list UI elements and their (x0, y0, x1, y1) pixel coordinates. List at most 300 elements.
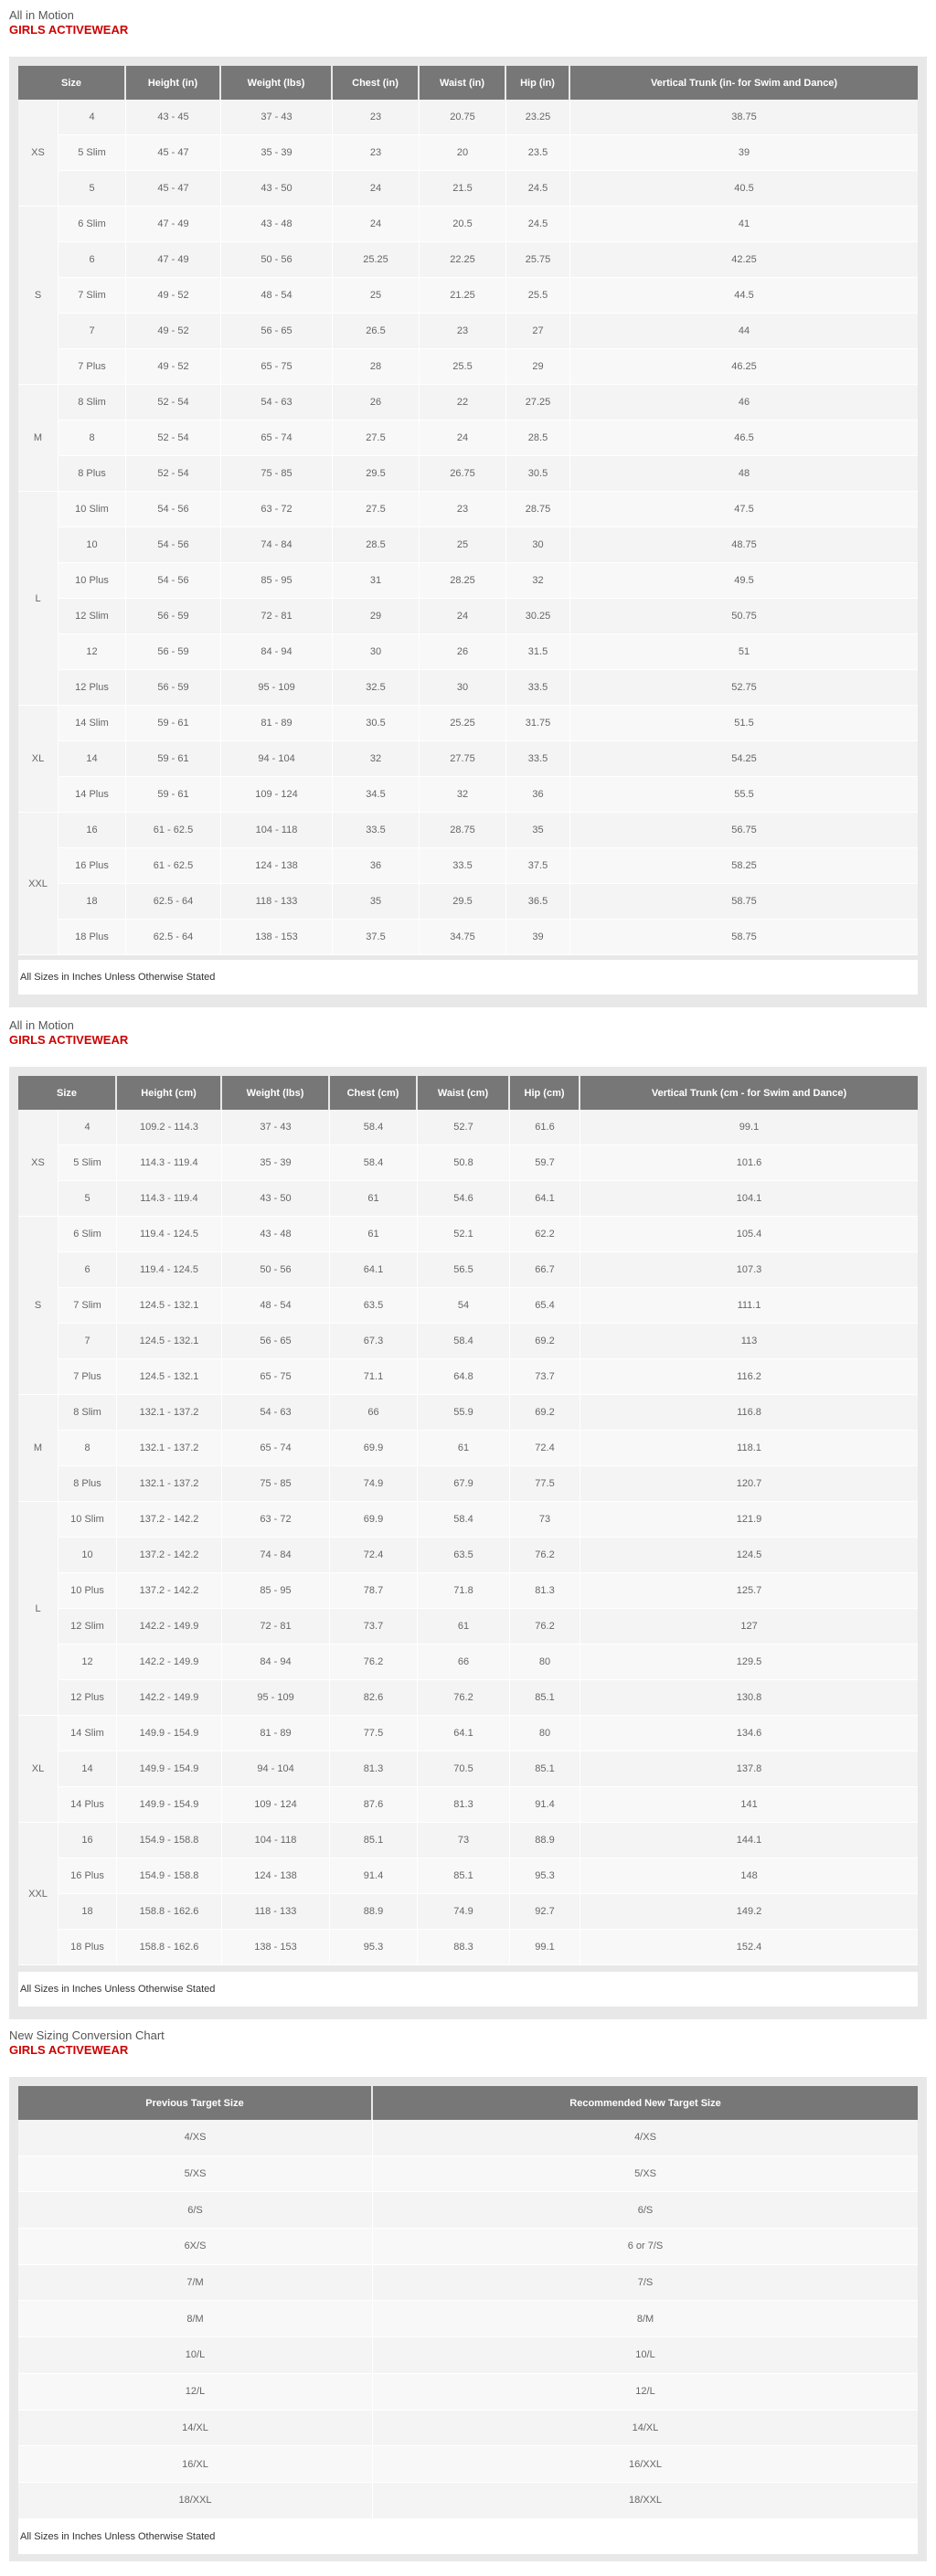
table-cell: 35 - 39 (221, 135, 333, 171)
conversion-section (0, 2020, 936, 2576)
table-cell: 154.9 - 158.8 (117, 1858, 222, 1894)
table-row (18, 2192, 918, 2229)
table-cell: 18/XXL (373, 2483, 918, 2519)
table-cell: 142.2 - 149.9 (117, 1645, 222, 1680)
table-row (18, 2411, 918, 2447)
table-cell: 95 - 109 (221, 670, 333, 706)
table-row (18, 1217, 918, 1252)
table-cell: 82.6 (330, 1680, 418, 1716)
table-row (18, 278, 918, 314)
table-cell: 45 - 47 (126, 171, 221, 207)
table-cell: 49 - 52 (126, 278, 221, 314)
table-cell: 85.1 (510, 1751, 580, 1787)
table-cell: 10 (58, 527, 126, 563)
table-cell: 77.5 (330, 1716, 418, 1751)
table-cell: 80 (510, 1716, 580, 1751)
table-cell: 61 - 62.5 (126, 813, 221, 848)
table-cell: 36 (333, 848, 420, 884)
table-cell: 24.5 (506, 171, 570, 207)
table-cell: 32.5 (333, 670, 420, 706)
table-cell: 16 (58, 1823, 117, 1858)
table-cell: 149.9 - 154.9 (117, 1751, 222, 1787)
table-cell: 118 - 133 (221, 884, 333, 920)
table-row (18, 1894, 918, 1930)
table-cell: 4/XS (18, 2120, 373, 2156)
table-cell: 21.25 (420, 278, 506, 314)
table-cell: 104 - 118 (222, 1823, 330, 1858)
table-cell: 137.2 - 142.2 (117, 1538, 222, 1573)
table-cell: 35 (506, 813, 570, 848)
table-cell: 5 (58, 1181, 117, 1217)
table-cell: 101.6 (580, 1145, 918, 1181)
table-row (18, 1502, 918, 1538)
column-header: Vertical Trunk (in- for Swim and Dance) (570, 66, 918, 100)
table-cell: 24 (333, 207, 420, 242)
column-header: Hip (in) (506, 66, 570, 100)
table-cell: 50.8 (418, 1145, 510, 1181)
table-cell: 5 (58, 171, 126, 207)
table-cell: 142.2 - 149.9 (117, 1680, 222, 1716)
table-cell: 69.9 (330, 1502, 418, 1538)
table-cell: 56 - 65 (221, 314, 333, 349)
table-cell: 58.4 (418, 1502, 510, 1538)
table-cell: 132.1 - 137.2 (117, 1395, 222, 1431)
table-row (18, 1145, 918, 1181)
table-cell: 124.5 - 132.1 (117, 1324, 222, 1359)
table-cell: 132.1 - 137.2 (117, 1466, 222, 1502)
category-title: GIRLS ACTIVEWEAR (9, 23, 129, 37)
table-cell: 66 (330, 1395, 418, 1431)
table-cell: 7/S (373, 2265, 918, 2302)
table-row (18, 2446, 918, 2483)
size-group-label: XS (18, 1110, 58, 1217)
table-cell: 127 (580, 1609, 918, 1645)
table-cell: 23 (333, 135, 420, 171)
table-row (18, 314, 918, 349)
table-cell: 66 (418, 1645, 510, 1680)
size-group-label: S (18, 207, 58, 385)
table-cell: 28.75 (420, 813, 506, 848)
table-cell: 61 - 62.5 (126, 848, 221, 884)
table-cell: 56 - 59 (126, 670, 221, 706)
table-cell: 20.75 (420, 100, 506, 135)
table-cell: 54.6 (418, 1181, 510, 1217)
table-cell: 10/L (18, 2337, 373, 2374)
table-cell: 46.5 (570, 420, 918, 456)
column-header: Size (18, 1076, 117, 1110)
table-cell: 6 (58, 242, 126, 278)
table-cell: 116.2 (580, 1359, 918, 1395)
table-cell: 31 (333, 563, 420, 599)
brand-label: All in Motion (9, 1018, 74, 1032)
size-group-label: XXL (18, 813, 58, 955)
table-cell: 16/XXL (373, 2446, 918, 2483)
table-cell: 67.9 (418, 1466, 510, 1502)
table-cell: 88.3 (418, 1930, 510, 1965)
table-row (18, 2120, 918, 2156)
table-row (18, 207, 918, 242)
table-cell: 4 (58, 1110, 117, 1145)
footnote: All Sizes in Inches Unless Otherwise Stated (18, 1972, 918, 2007)
table-cell: 12 Slim (58, 599, 126, 634)
table-row (18, 1823, 918, 1858)
table-cell: 141 (580, 1787, 918, 1823)
table-cell: 67.3 (330, 1324, 418, 1359)
table-cell: 18 Plus (58, 1930, 117, 1965)
table-cell: 124.5 - 132.1 (117, 1288, 222, 1324)
table-cell: 24 (420, 599, 506, 634)
table-cell: 12/L (18, 2374, 373, 2411)
table-cell: 99.1 (510, 1930, 580, 1965)
table-cell: 30 (506, 527, 570, 563)
table-cell: 28 (333, 349, 420, 385)
table-cell: 39 (506, 920, 570, 955)
table-cell: 33.5 (506, 670, 570, 706)
size-group-label: XS (18, 100, 58, 207)
table-cell: 8 Plus (58, 1466, 117, 1502)
table-row (18, 2229, 918, 2265)
table-cell: 43 - 50 (221, 171, 333, 207)
table-cell: 27.75 (420, 741, 506, 777)
table-cell: 36 (506, 777, 570, 813)
table-row (18, 1288, 918, 1324)
table-cell: 109 - 124 (222, 1787, 330, 1823)
table-cell: 70.5 (418, 1751, 510, 1787)
table-cell: 32 (420, 777, 506, 813)
table-cell: 52.75 (570, 670, 918, 706)
footnote: All Sizes in Inches Unless Otherwise Stated (18, 960, 918, 995)
table-row (18, 599, 918, 634)
column-header: Previous Target Size (18, 2086, 373, 2120)
table-row (18, 706, 918, 741)
table-cell: 48.75 (570, 527, 918, 563)
column-header: Weight (lbs) (221, 66, 333, 100)
table-cell: 52.7 (418, 1110, 510, 1145)
table-cell: 20 (420, 135, 506, 171)
table-cell: 124 - 138 (222, 1858, 330, 1894)
table-cell: 54 - 63 (222, 1395, 330, 1431)
table-cell: 88.9 (330, 1894, 418, 1930)
table-cell: 80 (510, 1645, 580, 1680)
table-cell: 6 or 7/S (373, 2229, 918, 2265)
table-cell: 158.8 - 162.6 (117, 1930, 222, 1965)
table-cell: 18/XXL (18, 2483, 373, 2519)
table-cell: 6/S (18, 2192, 373, 2229)
table-cell: 116.8 (580, 1395, 918, 1431)
table-cell: 14/XL (18, 2411, 373, 2447)
table-cell: 81.3 (330, 1751, 418, 1787)
table-cell: 27.5 (333, 492, 420, 527)
table-row (18, 171, 918, 207)
table-row (18, 527, 918, 563)
table-cell: 48 - 54 (222, 1288, 330, 1324)
table-cell: 47.5 (570, 492, 918, 527)
table-cell: 25.75 (506, 242, 570, 278)
column-header: Waist (cm) (418, 1076, 510, 1110)
category-title: GIRLS ACTIVEWEAR (9, 1033, 129, 1047)
table-cell: 10/L (373, 2337, 918, 2374)
table-cell: 137.2 - 142.2 (117, 1502, 222, 1538)
table-row (18, 2374, 918, 2411)
table-cell: 4 (58, 100, 126, 135)
table-cell: 48 (570, 456, 918, 492)
table-cell: 85.1 (330, 1823, 418, 1858)
table-cell: 87.6 (330, 1787, 418, 1823)
table-cell: 24.5 (506, 207, 570, 242)
size-chart-inches (18, 66, 918, 955)
table-cell: 50.75 (570, 599, 918, 634)
table-row (18, 634, 918, 670)
table-cell: 46.25 (570, 349, 918, 385)
table-cell: 25 (420, 527, 506, 563)
table-cell: 25.5 (506, 278, 570, 314)
table-cell: 29 (506, 349, 570, 385)
table-cell: 31.5 (506, 634, 570, 670)
table-cell: 7 Plus (58, 349, 126, 385)
table-row (18, 1359, 918, 1395)
table-row (18, 741, 918, 777)
table-cell: 63.5 (418, 1538, 510, 1573)
header-row (18, 2086, 918, 2120)
table-cell: 58.4 (418, 1324, 510, 1359)
column-header: Height (cm) (117, 1076, 222, 1110)
table-cell: 56 - 59 (126, 634, 221, 670)
table-cell: 38.75 (570, 100, 918, 135)
table-cell: 23 (420, 492, 506, 527)
table-cell: 6 Slim (58, 1217, 117, 1252)
table-cell: 51 (570, 634, 918, 670)
table-cell: 124.5 (580, 1538, 918, 1573)
table-cell: 74.9 (418, 1894, 510, 1930)
table-cell: 10 Slim (58, 1502, 117, 1538)
table-row (18, 1680, 918, 1716)
table-cell: 107.3 (580, 1252, 918, 1288)
table-cell: 25.25 (333, 242, 420, 278)
table-cell: 114.3 - 119.4 (117, 1181, 222, 1217)
table-row (18, 670, 918, 706)
table-cell: 63 - 72 (221, 492, 333, 527)
table-cell: 29.5 (333, 456, 420, 492)
table-row (18, 1538, 918, 1573)
footnote: All Sizes in Inches Unless Otherwise Stated (18, 2519, 918, 2554)
table-cell: 71.1 (330, 1359, 418, 1395)
table-cell: 54 (418, 1288, 510, 1324)
table-cell: 144.1 (580, 1823, 918, 1858)
table-cell: 5 Slim (58, 135, 126, 171)
table-cell: 16 Plus (58, 848, 126, 884)
table-cell: 29 (333, 599, 420, 634)
table-cell: 12/L (373, 2374, 918, 2411)
table-cell: 10 Plus (58, 563, 126, 599)
table-cell: 56.5 (418, 1252, 510, 1288)
table-cell: 26.75 (420, 456, 506, 492)
table-cell: 85.1 (418, 1858, 510, 1894)
table-cell: 74 - 84 (221, 527, 333, 563)
table-cell: 149.9 - 154.9 (117, 1716, 222, 1751)
table-cell: 109.2 - 114.3 (117, 1110, 222, 1145)
table-cell: 16/XL (18, 2446, 373, 2483)
table-cell: 5/XS (18, 2156, 373, 2193)
table-row (18, 1930, 918, 1965)
column-header: Hip (cm) (510, 1076, 580, 1110)
table-cell: 26 (333, 385, 420, 420)
table-cell: 29.5 (420, 884, 506, 920)
table-cell: 69.9 (330, 1431, 418, 1466)
table-row (18, 1609, 918, 1645)
table-cell: 73.7 (510, 1359, 580, 1395)
table-cell: 54 - 56 (126, 527, 221, 563)
table-cell: 16 Plus (58, 1858, 117, 1894)
table-cell: 6 (58, 1252, 117, 1288)
table-cell: 94 - 104 (222, 1751, 330, 1787)
table-cell: 10 (58, 1538, 117, 1573)
table-cell: 109 - 124 (221, 777, 333, 813)
size-group-label: XL (18, 1716, 58, 1823)
table-cell: 121.9 (580, 1502, 918, 1538)
category-title: GIRLS ACTIVEWEAR (9, 2043, 129, 2057)
size-group-label: L (18, 1502, 58, 1716)
table-cell: 71.8 (418, 1573, 510, 1609)
table-cell: 55.9 (418, 1395, 510, 1431)
size-group-label: S (18, 1217, 58, 1395)
cm-section (0, 1010, 936, 2020)
table-cell: 152.4 (580, 1930, 918, 1965)
table-cell: 58.75 (570, 884, 918, 920)
size-chart-frame (9, 1067, 927, 2019)
brand-label: New Sizing Conversion Chart (9, 2028, 165, 2042)
table-cell: 51.5 (570, 706, 918, 741)
table-cell: 138 - 153 (222, 1930, 330, 1965)
table-cell: 64.8 (418, 1359, 510, 1395)
column-header: Weight (lbs) (222, 1076, 330, 1110)
table-cell: 8/M (373, 2301, 918, 2337)
table-cell: 37.5 (333, 920, 420, 955)
table-cell: 37.5 (506, 848, 570, 884)
column-header: Waist (in) (420, 66, 506, 100)
table-cell: 43 - 45 (126, 100, 221, 135)
table-cell: 59 - 61 (126, 777, 221, 813)
table-cell: 28.5 (506, 420, 570, 456)
table-row (18, 385, 918, 420)
header-row (18, 1076, 918, 1110)
table-cell: 62.5 - 64 (126, 920, 221, 955)
column-header: Chest (in) (333, 66, 420, 100)
table-cell: 25.25 (420, 706, 506, 741)
table-row (18, 1858, 918, 1894)
table-cell: 23.25 (506, 100, 570, 135)
table-cell: 65 - 74 (222, 1431, 330, 1466)
table-cell: 72.4 (330, 1538, 418, 1573)
table-cell: 62.2 (510, 1217, 580, 1252)
table-cell: 54 - 63 (221, 385, 333, 420)
table-cell: 65 - 75 (222, 1359, 330, 1395)
table-cell: 114.3 - 119.4 (117, 1145, 222, 1181)
size-group-label: XL (18, 706, 58, 813)
table-cell: 113 (580, 1324, 918, 1359)
table-cell: 12 Plus (58, 670, 126, 706)
table-cell: 21.5 (420, 171, 506, 207)
table-row (18, 1431, 918, 1466)
table-row (18, 349, 918, 385)
table-cell: 56 - 65 (222, 1324, 330, 1359)
table-row (18, 1395, 918, 1431)
table-cell: 56 - 59 (126, 599, 221, 634)
table-row (18, 100, 918, 135)
table-cell: 23 (333, 100, 420, 135)
table-cell: 45 - 47 (126, 135, 221, 171)
table-cell: 12 (58, 634, 126, 670)
table-cell: 74 - 84 (222, 1538, 330, 1573)
table-cell: 52 - 54 (126, 385, 221, 420)
table-row (18, 135, 918, 171)
table-cell: 6X/S (18, 2229, 373, 2265)
table-cell: 77.5 (510, 1466, 580, 1502)
table-row (18, 2156, 918, 2193)
table-cell: 4/XS (373, 2120, 918, 2156)
table-cell: 81.3 (510, 1573, 580, 1609)
table-cell: 81.3 (418, 1787, 510, 1823)
table-cell: 64.1 (418, 1716, 510, 1751)
table-cell: 52 - 54 (126, 420, 221, 456)
table-cell: 30 (333, 634, 420, 670)
table-cell: 32 (506, 563, 570, 599)
table-cell: 61 (418, 1609, 510, 1645)
table-cell: 7 Slim (58, 278, 126, 314)
table-cell: 154.9 - 158.8 (117, 1823, 222, 1858)
table-cell: 69.2 (510, 1324, 580, 1359)
table-cell: 7 Slim (58, 1288, 117, 1324)
table-cell: 73 (418, 1823, 510, 1858)
table-cell: 75 - 85 (222, 1466, 330, 1502)
table-cell: 22.25 (420, 242, 506, 278)
table-cell: 120.7 (580, 1466, 918, 1502)
table-cell: 64.1 (330, 1252, 418, 1288)
table-row (18, 1466, 918, 1502)
table-cell: 62.5 - 64 (126, 884, 221, 920)
table-cell: 44.5 (570, 278, 918, 314)
table-cell: 33.5 (420, 848, 506, 884)
table-cell: 37 - 43 (222, 1110, 330, 1145)
table-row (18, 242, 918, 278)
table-cell: 66.7 (510, 1252, 580, 1288)
table-cell: 8 Plus (58, 456, 126, 492)
table-cell: 14 Plus (58, 777, 126, 813)
table-row (18, 420, 918, 456)
table-cell: 27 (506, 314, 570, 349)
table-cell: 84 - 94 (222, 1645, 330, 1680)
table-cell: 40.5 (570, 171, 918, 207)
table-cell: 5/XS (373, 2156, 918, 2193)
table-row (18, 2337, 918, 2374)
table-cell: 119.4 - 124.5 (117, 1252, 222, 1288)
table-cell: 14 Slim (58, 1716, 117, 1751)
table-row (18, 1645, 918, 1680)
table-cell: 50 - 56 (222, 1252, 330, 1288)
table-row (18, 2483, 918, 2519)
column-header: Size (18, 66, 126, 100)
table-cell: 81 - 89 (222, 1716, 330, 1751)
table-cell: 104.1 (580, 1181, 918, 1217)
table-cell: 65 - 74 (221, 420, 333, 456)
table-cell: 23.5 (506, 135, 570, 171)
table-cell: 76.2 (510, 1538, 580, 1573)
table-cell: 12 Plus (58, 1680, 117, 1716)
table-row (18, 1110, 918, 1145)
table-cell: 10 Slim (58, 492, 126, 527)
table-cell: 58.25 (570, 848, 918, 884)
table-row (18, 777, 918, 813)
table-cell: 118 - 133 (222, 1894, 330, 1930)
